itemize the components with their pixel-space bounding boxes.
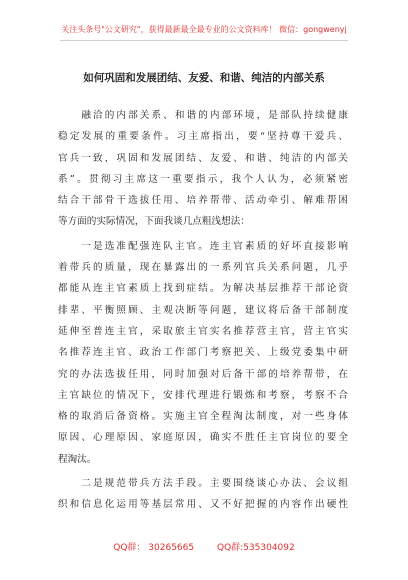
footer-qq-group-1: QQ群： 30265665 [113,543,195,553]
text-line: 一是选准配强连队主官。连主官素质的好坏直接影响 [58,240,348,252]
text-line: 织和信息化运用等基层常用、又不好把握的内容作出硬性 [58,499,348,511]
text-line: 延伸至普连主官，采取旅主官实名推荐营主官，营主官实 [58,325,348,337]
header-divider [60,40,348,41]
text-line: 等方面的实际情况，下面我谈几点粗浅想法： [58,216,250,228]
footer-qq-group-2: QQ群:535304092 [216,543,295,553]
text-line: 主官缺位的情况下，安排代理进行锻炼和考察，考察不合 [58,389,348,401]
text-line: 程淘汰。 [58,453,97,465]
text-line: 排辈、平衡照顾、主观决断等问题，建议将后备干部制度 [58,304,348,316]
text-line: 结合干部骨干选拔任用、培养帮带、活动牵引、解难帮困 [58,195,348,207]
text-line: 融洽的内部关系、和谐的内部环境，是部队持续健康 [58,110,348,121]
header-banner: 关注头条号"公文研究"，获得最新最全最专业的公文资料库！ 微信：gongwenyj [61,25,347,34]
text-line: 格的取消后备资格。实施主官全程淘汰制度，对一些身体 [58,411,348,423]
document-title: 如何巩固和发展团结、友爱、和谐、纯洁的内部关系 [83,72,325,84]
text-line: 稳定发展的重要条件。习主席指出，要“坚持尊干爱兵、 [58,131,348,143]
text-line: 究的办法选拔任用，同时加强对后备干部的培养帮带，在 [58,368,348,380]
text-line: 系”。贯彻习主席这一重要指示，我个人认为，必须紧密 [58,173,348,185]
paragraph-point-one [58,236,348,470]
text-line: 都能从连主官素质上找到症结。为解决基层推荐干部论资 [58,283,348,295]
text-line: 二是规范带兵方法手段。主要围绕谈心办法、会议组 [58,478,348,490]
paragraph-point-two [58,473,348,516]
footer-contact [0,540,408,553]
document-body [58,105,348,516]
text-line: 原因、心理原因、家庭原因，确实不胜任主官岗位的要全 [58,432,348,444]
text-line: 名推荐连主官、政治工作部门考察把关、上级党委集中研 [58,347,348,359]
text-line: 官兵一致，巩固和发展团结、友爱、和谐、纯洁的内部关 [58,152,348,164]
text-line: 着带兵的质量，现在暴露出的一系列官兵关系问题，几乎 [58,262,348,274]
paragraph-intro [58,105,348,233]
